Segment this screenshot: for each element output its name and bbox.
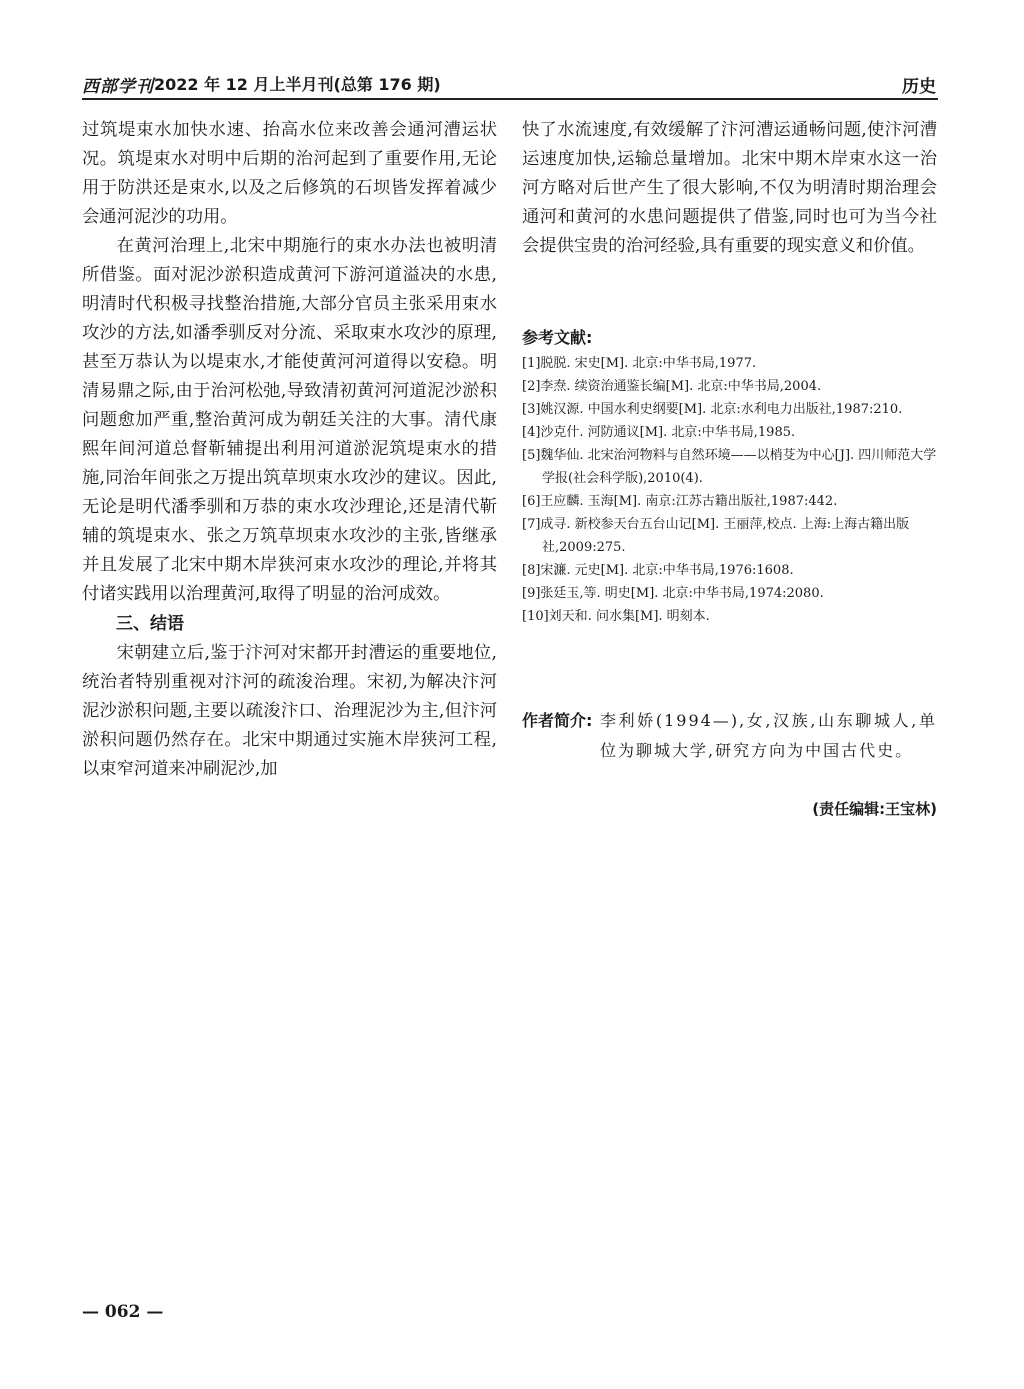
reference-item: [3]姚汉源. 中国水利史纲要[M]. 北京:水利电力出版社,1987:210.	[522, 402, 903, 417]
journal-logo: 西部学刊	[82, 77, 154, 97]
right-column	[522, 116, 937, 261]
reference-item: [6]王应麟. 玉海[M]. 南京:江苏古籍出版社,1987:442.	[522, 494, 838, 509]
body-paragraph: 快了水流速度,有效缓解了汴河漕运通畅问题,使汴河漕运速度加快,运输总量增加。北宋中期木岸束水这一治河方略对后世产生了很大影响,不仅为明清时期治理会通河和黄河的水患问题提供了借鉴,同时也可为当今社会提供宝贵的治河经验,具有重要的现实意义和价值。	[522, 120, 937, 256]
left-column	[82, 116, 497, 784]
body-paragraph: 在黄河治理上,北宋中期施行的束水办法也被明清所借鉴。面对泥沙淤积造成黄河下游河道溢决的水患,明清时代积极寻找整治措施,大部分官员主张采用束水攻沙的方法,如潘季驯反对分流、采取束水攻沙的原理,甚至万恭认为以堤束水,才能使黄河河道得以安稳。明清易鼎之际,由于治河松弛,导致清初黄河河道泥沙淤积问题愈加严重,整治黄河成为朝廷关注的大事。清代康熙年间河道总督靳辅提出利用河道淤泥筑堤束水的措施,同治年间张之万提出筑草坝束水攻沙的建议。因此,无论是明代潘季驯和万恭的束水攻沙理论,还是清代靳辅的筑堤束水、张之万筑草坝束水攻沙的主张,皆继承并且发展了北宋中期木岸狭河束水攻沙的理论,并将其付诸实践用以治理黄河,取得了明显的治河成效。	[82, 236, 497, 604]
section-heading: 三、结语	[116, 614, 184, 634]
body-paragraph: 宋朝建立后,鉴于汴河对宋都开封漕运的重要地位,统治者特别重视对汴河的疏浚治理。宋初,为解决汴河泥沙淤积问题,主要以疏浚汴口、治理泥沙为主,但汴河淤积问题仍然存在。北宋中期通过实施木岸狭河工程,以束窄河道来冲刷泥沙,加	[82, 643, 497, 779]
reference-item: [4]沙克什. 河防通议[M]. 北京:中华书局,1985.	[522, 425, 796, 440]
issue-info: 2022 年 12 月上半月刊(总第 176 期)	[154, 75, 441, 94]
reference-item: [5]魏华仙. 北宋治河物料与自然环境——以梢芟为中心[J]. 四川师范大学学报(社会科学版),2010(4).	[522, 448, 937, 486]
reference-item: [8]宋濂. 元史[M]. 北京:中华书局,1976:1608.	[522, 563, 794, 578]
responsible-editor: (责任编辑:王宝林)	[812, 800, 937, 818]
references-title: 参考文献:	[522, 328, 593, 347]
running-header	[82, 70, 938, 100]
body-paragraph: 过筑堤束水加快水速、抬高水位来改善会通河漕运状况。筑堤束水对明中后期的治河起到了重要作用,无论用于防洪还是束水,以及之后修筑的石坝皆发挥着减少会通河泥沙的功用。	[82, 120, 497, 227]
reference-item: [7]成寻. 新校参天台五台山记[M]. 王丽萍,校点. 上海:上海古籍出版社,2009:275.	[522, 517, 910, 555]
author-bio	[522, 706, 937, 766]
reference-item: [9]张廷玉,等. 明史[M]. 北京:中华书局,1974:2080.	[522, 586, 824, 601]
author-bio-text: 李利娇(1994—),女,汉族,山东聊城人,单位为聊城大学,研究方向为中国古代史。	[600, 711, 937, 760]
reference-item: [2]李焘. 续资治通鉴长编[M]. 北京:中华书局,2004.	[522, 379, 822, 394]
header-rule	[82, 98, 938, 100]
author-bio-label: 作者简介:	[522, 711, 593, 730]
references	[522, 326, 937, 628]
reference-item: [1]脱脱. 宋史[M]. 北京:中华书局,1977.	[522, 356, 757, 371]
section-name: 历史	[902, 77, 936, 97]
page-number: — 062 —	[82, 1302, 164, 1322]
reference-item: [10]刘天和. 问水集[M]. 明刻本.	[522, 609, 710, 624]
